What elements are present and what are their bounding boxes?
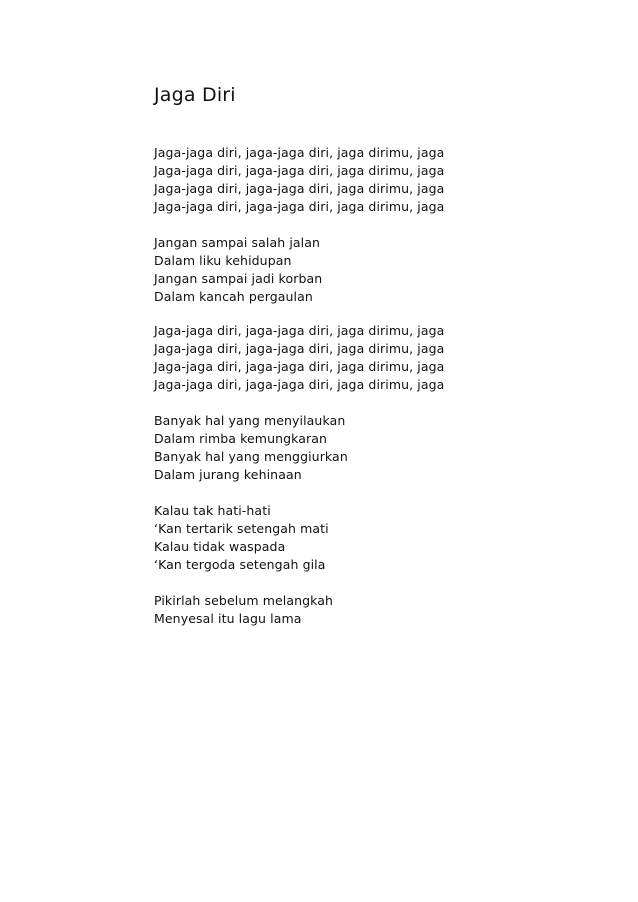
lyric-line: Jaga-jaga diri, jaga-jaga diri, jaga dirimu, jaga (154, 145, 445, 160)
lyric-line: Banyak hal yang menyilaukan (154, 413, 346, 428)
lyric-line: Dalam kancah pergaulan (154, 289, 313, 304)
stanza-2 (154, 234, 322, 306)
lyric-line: Dalam liku kehidupan (154, 253, 292, 268)
lyric-line: Dalam jurang kehinaan (154, 467, 302, 482)
lyric-line: Banyak hal yang menggiurkan (154, 449, 348, 464)
lyric-line: ‘Kan tergoda setengah gila (154, 557, 326, 572)
lyric-line: Menyesal itu lagu lama (154, 611, 302, 626)
stanza-4 (154, 412, 348, 484)
lyric-line: Jaga-jaga diri, jaga-jaga diri, jaga dirimu, jaga (154, 359, 445, 374)
lyric-line: Jaga-jaga diri, jaga-jaga diri, jaga dirimu, jaga (154, 199, 445, 214)
lyric-line: Dalam rimba kemungkaran (154, 431, 328, 446)
lyric-line: Jangan sampai salah jalan (154, 235, 321, 250)
lyric-line: Kalau tidak waspada (154, 539, 286, 554)
lyric-line: Jaga-jaga diri, jaga-jaga diri, jaga dirimu, jaga (154, 163, 445, 178)
stanza-3 (154, 322, 444, 394)
stanza-6 (154, 592, 333, 628)
lyric-line: Kalau tak hati-hati (154, 503, 271, 518)
stanza-5 (154, 502, 329, 574)
stanza-1 (154, 144, 444, 216)
lyric-line: Pikirlah sebelum melangkah (154, 593, 334, 608)
lyric-line: Jaga-jaga diri, jaga-jaga diri, jaga dirimu, jaga (154, 341, 445, 356)
page-title: Jaga Diri (154, 84, 236, 106)
lyric-line: Jaga-jaga diri, jaga-jaga diri, jaga dirimu, jaga (154, 377, 445, 392)
lyric-line: ‘Kan tertarik setengah mati (154, 521, 329, 536)
lyric-line: Jangan sampai jadi korban (154, 271, 323, 286)
lyric-line: Jaga-jaga diri, jaga-jaga diri, jaga dirimu, jaga (154, 181, 445, 196)
lyric-line: Jaga-jaga diri, jaga-jaga diri, jaga dirimu, jaga (154, 323, 445, 338)
